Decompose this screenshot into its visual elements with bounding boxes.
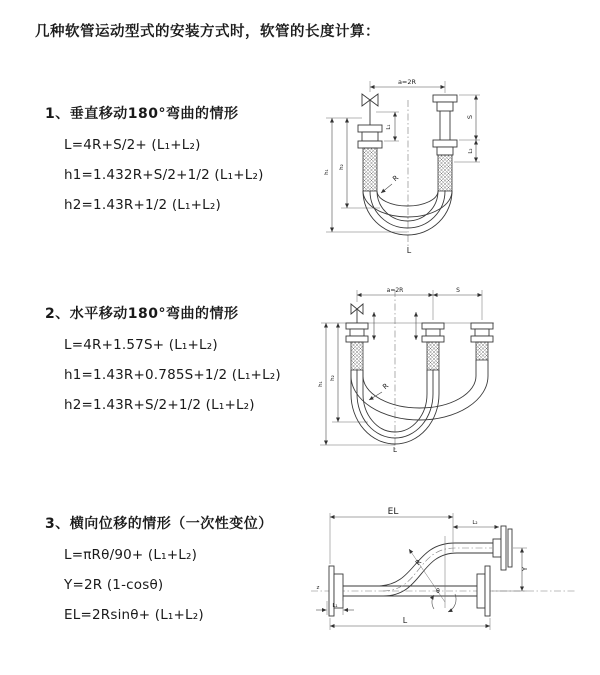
section-vertical-movement bbox=[45, 103, 264, 213]
label-a2r: a=2R bbox=[386, 287, 404, 294]
section-horizontal-movement bbox=[45, 303, 281, 413]
label-h2: h₂ bbox=[330, 375, 336, 381]
label-l: L bbox=[402, 616, 408, 625]
label-r: R bbox=[381, 381, 391, 392]
label-l: L bbox=[406, 246, 412, 255]
page-title: 几种软管运动型式的安装方式时，软管的长度计算： bbox=[35, 24, 380, 40]
label-el: EL bbox=[387, 507, 399, 517]
formula-L: L=4R+S/2+ (L₁+L₂) bbox=[64, 137, 201, 153]
hose-arc bbox=[377, 191, 438, 206]
section1-heading: 1、垂直移动180°弯曲的情形 bbox=[45, 106, 239, 122]
hose-arc bbox=[351, 360, 488, 420]
formula-L: L=πRθ/90+ (L₁+L₂) bbox=[64, 547, 198, 563]
left-flange bbox=[346, 336, 368, 342]
right-flange-plate bbox=[485, 566, 490, 616]
right-flange-hub bbox=[477, 574, 485, 608]
label-l2: L₂ bbox=[472, 520, 478, 526]
theta-arc-right bbox=[448, 594, 456, 612]
right-flange-lower bbox=[437, 147, 453, 155]
label-h1: h₁ bbox=[318, 381, 324, 387]
formula-EL: EL=2Rsinθ+ (L₁+L₂) bbox=[64, 607, 204, 623]
elevated-flange-plate2 bbox=[508, 529, 512, 567]
left-braided-hose bbox=[363, 148, 377, 191]
section-lateral-displacement bbox=[45, 513, 273, 623]
label-s: S bbox=[466, 114, 474, 120]
label-l2: L₂ bbox=[468, 148, 474, 154]
label-r: R bbox=[391, 173, 401, 184]
theta-arc-left bbox=[432, 595, 434, 609]
diagram-vertical-180-ubend bbox=[312, 72, 577, 257]
left-braided-hose bbox=[351, 342, 363, 370]
center-flange bbox=[422, 336, 444, 342]
label-r: R bbox=[414, 558, 424, 568]
section3-heading: 3、横向位移的情形（一次性变位） bbox=[45, 516, 273, 532]
label-z-mark: z bbox=[316, 585, 320, 591]
formula-h2: h2=1.43R+S/2+1/2 (L₁+L₂) bbox=[64, 397, 255, 413]
hose-curve-centerline bbox=[383, 548, 492, 591]
formula-Y: Y=2R (1-cosθ) bbox=[64, 577, 164, 593]
right-flange bbox=[471, 336, 493, 342]
formula-h1: h1=1.43R+0.785S+1/2 (L₁+L₂) bbox=[64, 367, 281, 383]
label-a2r: a=2R bbox=[397, 78, 417, 86]
label-s: S bbox=[456, 287, 460, 294]
label-h2: h₂ bbox=[339, 164, 345, 170]
section2-heading: 2、水平移动180°弯曲的情形 bbox=[45, 306, 239, 322]
right-braided-hose bbox=[438, 155, 452, 191]
formula-h2: h2=1.43R+1/2 (L₁+L₂) bbox=[64, 197, 221, 213]
elevated-flange-hub bbox=[493, 539, 501, 557]
formula-L: L=4R+1.57S+ (L₁+L₂) bbox=[64, 337, 218, 353]
label-l: L bbox=[393, 446, 397, 454]
elevated-flange-plate bbox=[501, 526, 506, 570]
label-theta: θ bbox=[436, 588, 440, 595]
center-braided-hose bbox=[427, 342, 439, 370]
right-braided-hose bbox=[476, 342, 488, 360]
hose-arc bbox=[363, 191, 452, 217]
diagram-lateral-displacement bbox=[305, 502, 590, 657]
left-flange bbox=[358, 141, 382, 148]
diagram-horizontal-180-ubend bbox=[308, 282, 593, 454]
label-y: Y bbox=[521, 566, 529, 572]
hose-arc bbox=[370, 191, 445, 228]
formula-h1: h1=1.432R+S/2+1/2 (L₁+L₂) bbox=[64, 167, 264, 183]
hose-arc bbox=[363, 360, 476, 408]
label-l1: L₁ bbox=[386, 124, 392, 130]
label-h1: h₁ bbox=[324, 169, 330, 175]
right-flange-upper bbox=[437, 102, 453, 111]
label-l1: L₁ bbox=[332, 603, 338, 609]
